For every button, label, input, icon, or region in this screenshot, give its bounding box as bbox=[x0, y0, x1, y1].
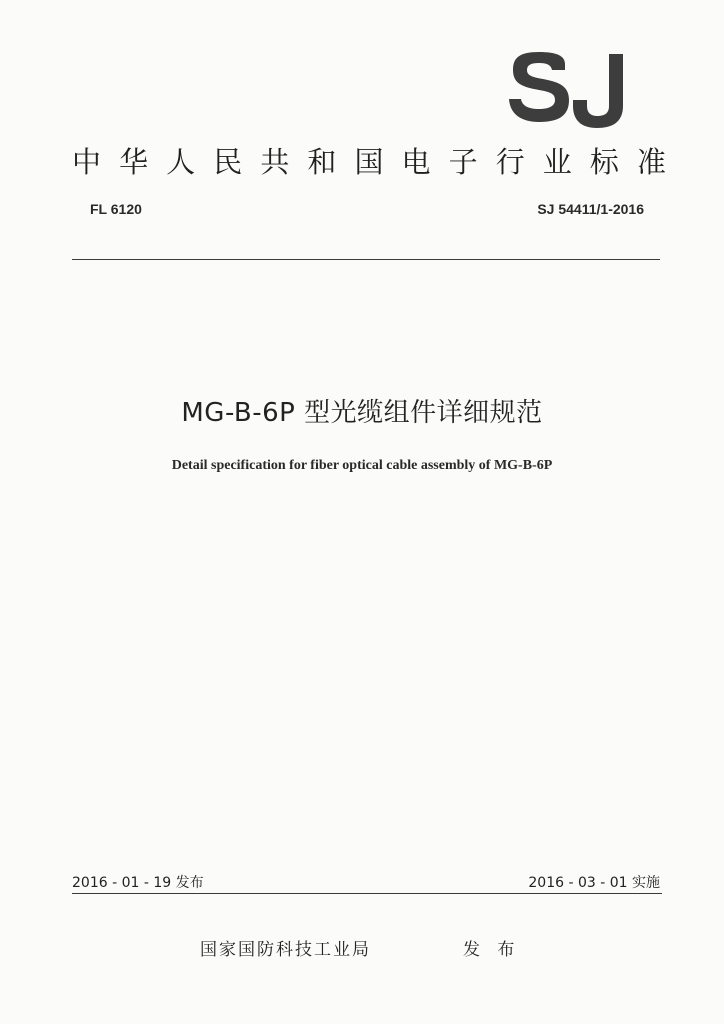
title-char: 准 bbox=[636, 144, 666, 179]
title-char: 子 bbox=[448, 144, 478, 179]
standard-number: SJ 54411/1-2016 bbox=[537, 201, 644, 217]
header-divider bbox=[72, 259, 660, 260]
document-title-chinese: MG-B-6P 型光缆组件详细规范 bbox=[181, 398, 543, 428]
title-char: 民 bbox=[213, 144, 243, 179]
issue-date: 2016 - 01 - 19 发布 bbox=[72, 875, 204, 891]
title-char: 业 bbox=[542, 144, 572, 179]
standard-type-title bbox=[72, 140, 666, 180]
title-char: 国 bbox=[354, 144, 384, 179]
title-char: 华 bbox=[119, 144, 149, 179]
title-char: 行 bbox=[495, 144, 525, 179]
title-char: 中 bbox=[72, 144, 102, 179]
implementation-date: 2016 - 03 - 01 实施 bbox=[528, 875, 660, 891]
title-char: 标 bbox=[589, 144, 619, 179]
sj-logo bbox=[505, 50, 637, 132]
footer-divider bbox=[72, 893, 662, 894]
title-char: 和 bbox=[307, 144, 337, 179]
document-title-english: Detail specification for fiber optical cable assembly of MG-B-6P bbox=[171, 458, 553, 473]
publish-label: 发 布 bbox=[463, 940, 521, 960]
publisher-name: 国家国防科技工业局 bbox=[200, 940, 371, 960]
classification-code: FL 6120 bbox=[90, 201, 142, 217]
sj-logo-graphic bbox=[505, 50, 637, 132]
title-char: 人 bbox=[166, 144, 196, 179]
title-char: 共 bbox=[260, 144, 290, 179]
title-char: 电 bbox=[401, 144, 431, 179]
